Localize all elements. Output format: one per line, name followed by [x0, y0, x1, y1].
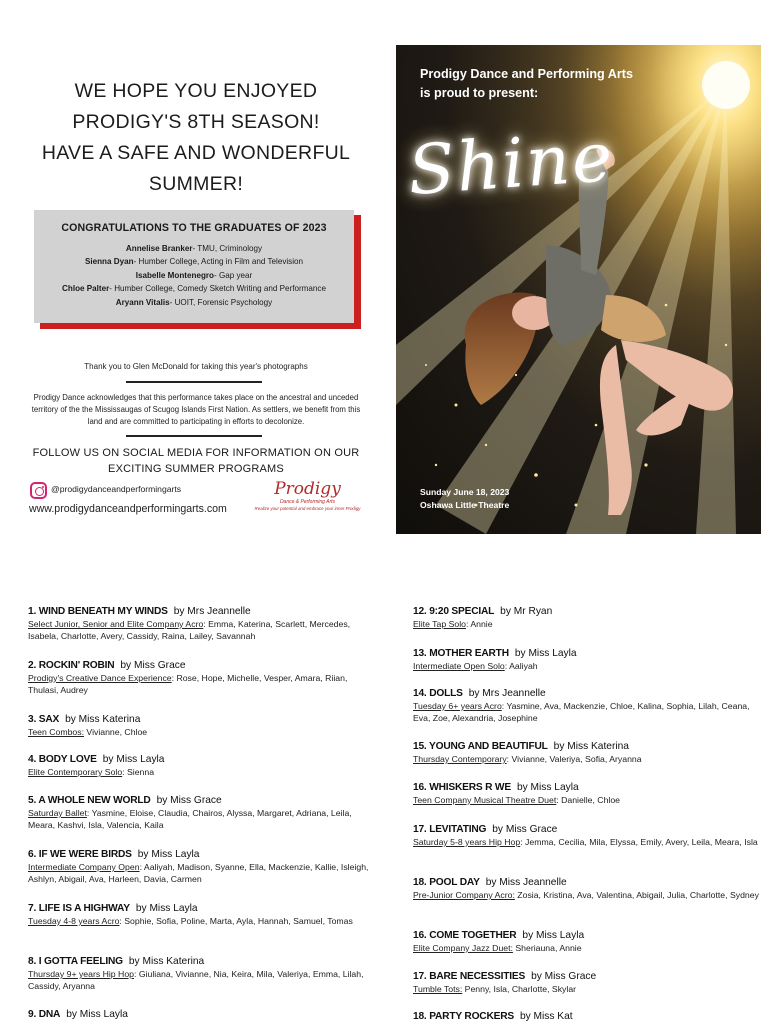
program-item-class: Pre-Junior Company Acro:	[413, 890, 515, 900]
program-item-choreographer: by Miss Grace	[156, 795, 222, 806]
program-item-choreographer: by Miss Layla	[514, 648, 577, 659]
poster-intro	[420, 65, 633, 103]
graduate-detail: - Humber College, Comedy Sketch Writing and Performance	[109, 284, 326, 294]
program-item-dancers: : Vivianne, Valeriya, Sofia, Aryanna	[506, 754, 642, 764]
show-title: Shine	[405, 117, 617, 212]
program-item-dancers: : Aaliyah, Madison, Syanne, Ella, Mackenzie, Kallie, Isleigh, Ashlyn, Abigail, Ava, Harleen, Davia, Carmen	[28, 862, 369, 885]
graduate-entry	[34, 242, 354, 255]
program-item	[28, 660, 380, 696]
program-item-title: 18. POOL DAY	[413, 877, 480, 888]
program-item-choreographer: by Miss Layla	[137, 849, 200, 860]
follow-message	[20, 446, 372, 477]
program-item-choreographer: by Miss Jeannelle	[485, 877, 567, 888]
program-item-dancers: : Yasmine, Eloise, Claudia, Chairos, Alyssa, Margaret, Adriana, Leila, Meara, Kashvi, Isla, Valencia, Kaila	[28, 808, 352, 831]
logo-subtitle: Dance & Performing Arts	[279, 499, 336, 505]
program-item-choreographer: by Miss Katerina	[128, 956, 205, 967]
program-item-choreographer: by Miss Layla	[135, 903, 198, 914]
program-item	[413, 824, 761, 848]
graduate-detail: - Gap year	[214, 270, 253, 280]
program-item-choreographer: by Miss Kat	[519, 1011, 573, 1022]
program-item	[413, 606, 761, 630]
program-item-title: 2. ROCKIN' ROBIN	[28, 660, 115, 671]
program-item-title: 9. DNA	[28, 1009, 61, 1020]
spotlight	[702, 61, 750, 109]
divider	[126, 381, 262, 383]
program-item-choreographer: by Miss Grace	[120, 660, 186, 671]
program-item-title: 3. SAX	[28, 714, 60, 725]
land-acknowledgement: Prodigy Dance acknowledges that this performance takes place on the ancestral and unceded territory of the the Mississaugas of Scugog Islands First Nation. As settlers, we benefit from this land and are committed to participating in efforts to decolonize.	[31, 393, 361, 426]
program-item-choreographer: by Miss Layla	[102, 754, 165, 765]
program-item-class: Tumble Tots:	[413, 984, 463, 994]
program-item	[413, 930, 761, 954]
program-item	[413, 688, 761, 724]
program-item-title: 16. COME TOGETHER	[413, 930, 517, 941]
program-item-dancers: : Rose, Hope, Michelle, Vesper, Amara, Riian, Thulasi, Audrey	[28, 673, 348, 696]
season-message-line: WE HOPE YOU ENJOYED	[74, 80, 318, 102]
season-message-line: PRODIGY'S 8TH SEASON!	[72, 111, 320, 133]
program-item-choreographer: by Miss Katerina	[65, 714, 141, 725]
photo-credit: Thank you to Glen McDonald for taking this year's photographs	[84, 362, 308, 371]
program-item-dancers: Penny, Isla, Charlotte, Skylar	[462, 984, 577, 994]
program-item-dancers: Zosia, Kristina, Ava, Valentina, Abigail, Julia, Charlotte, Sydney	[514, 890, 759, 900]
program-item-class: Intermediate Company Open	[28, 862, 140, 872]
follow-line: FOLLOW US ON SOCIAL MEDIA FOR INFORMATION ON OUR	[32, 447, 360, 459]
program-item-class: Elite Tap Solo	[413, 619, 466, 629]
program-item	[28, 956, 380, 992]
poster-intro-line: is proud to present:	[420, 86, 539, 100]
program-item-dancers: : Sophie, Sofia, Poline, Marta, Ayla, Hannah, Samuel, Tomas	[119, 916, 353, 926]
graduate-entry	[34, 255, 354, 268]
show-date-venue	[420, 486, 509, 512]
program-item-title: 4. BODY LOVE	[28, 754, 97, 765]
program-item-choreographer: by Miss Grace	[531, 971, 597, 982]
program-item-title: 13. MOTHER EARTH	[413, 648, 509, 659]
program-item-dancers: : Yasmine, Ava, Mackenzie, Chloe, Kalina, Sophia, Lilah, Ceana, Eva, Zoe, Alexandria, Josephine	[413, 701, 750, 724]
program-item	[413, 741, 761, 765]
program-item-class: Thursday 9+ years Hip Hop	[28, 969, 134, 979]
season-message-line: SUMMER!	[148, 173, 244, 195]
show-venue: Oshawa Little Theatre	[420, 500, 510, 510]
program-item-dancers: : Aaliyah	[504, 661, 538, 671]
logo-tagline: Realize your potential and embrace your inner Prodigy	[254, 506, 361, 511]
graduate-detail: - TMU, Criminology	[192, 244, 263, 253]
program-item-dancers: : Jemma, Cecilia, Mila, Elyssa, Emily, Avery, Leila, Meara, Isla	[520, 837, 758, 847]
season-message-line: HAVE A SAFE AND WONDERFUL	[41, 142, 351, 164]
graduate-name: Chloe Palter	[62, 284, 110, 294]
program-item-title: 17. LEVITATING	[413, 824, 487, 835]
program-item	[413, 971, 761, 995]
program-item-class: Elite Company Jazz Duet:	[413, 943, 513, 953]
program-item-class: Teen Combos:	[28, 727, 85, 737]
graduate-entry	[34, 296, 354, 309]
program-item	[413, 648, 761, 672]
program-item-choreographer: by Miss Grace	[492, 824, 558, 835]
program-item-choreographer: by Miss Katerina	[553, 741, 629, 752]
graduate-name: Annelise Branker	[125, 244, 193, 253]
program-item-dancers: : Annie	[465, 619, 493, 629]
program-item	[28, 1009, 380, 1020]
program-item-choreographer: by Miss Layla	[516, 782, 579, 793]
program-item-title: 16. WHISKERS R WE	[413, 782, 511, 793]
show-date: Sunday June 18, 2023	[420, 487, 510, 497]
follow-line: EXCITING SUMMER PROGRAMS	[108, 462, 284, 475]
program-item-class: Tuesday 6+ years Acro	[413, 701, 502, 711]
graduates-title: CONGRATULATIONS TO THE GRADUATES OF 2023	[61, 222, 327, 234]
program-item-choreographer: by Miss Layla	[522, 930, 585, 941]
program-item-class: Select Junior, Senior and Elite Company Acro	[28, 619, 204, 629]
program-item-class: Elite Contemporary Solo	[28, 767, 123, 777]
graduate-entry	[34, 269, 354, 282]
program-item-title: 7. LIFE IS A HIGHWAY	[28, 903, 130, 914]
program-item-class: Prodigy's Creative Dance Experience	[28, 673, 172, 683]
program-item-dancers: : Danielle, Chloe	[556, 795, 621, 805]
program-item-class: Thursday Contemporary	[413, 754, 507, 764]
graduate-detail: - UOIT, Forensic Psychology	[169, 297, 273, 307]
program-item-title: 5. A WHOLE NEW WORLD	[28, 795, 151, 806]
graduate-name: Sienna Dyan	[84, 257, 134, 267]
graduate-detail: - Humber College, Acting in Film and Television	[133, 257, 304, 267]
graduate-name: Isabelle Montenegro	[135, 270, 214, 280]
program-item-choreographer: by Mrs Jeannelle	[468, 688, 546, 699]
program-item	[413, 877, 761, 901]
program-item-title: 12. 9:20 SPECIAL	[413, 606, 495, 617]
program-item-choreographer: by Mrs Jeannelle	[173, 606, 251, 617]
program-item-class: Intermediate Open Solo	[413, 661, 505, 671]
program-item-title: 17. BARE NECESSITIES	[413, 971, 526, 982]
program-item-choreographer: by Miss Layla	[66, 1009, 128, 1020]
program-item-title: 15. YOUNG AND BEAUTIFUL	[413, 741, 548, 752]
program-item-dancers: : Emma, Katerina, Scarlett, Mercedes, Isabela, Charlotte, Avery, Cassidy, Raina, Lailey, Savannah	[28, 619, 351, 642]
program-item-class: Saturday 5-8 years Hip Hop	[413, 837, 521, 847]
program-item	[28, 606, 380, 642]
graduate-name: Aryann Vitalis	[115, 297, 170, 307]
program-item	[28, 795, 380, 831]
season-message	[20, 76, 372, 200]
program-item-title: 14. DOLLS	[413, 688, 463, 699]
program-item-dancers: : Sienna	[122, 767, 155, 777]
program-item	[413, 1011, 761, 1022]
program-item	[413, 782, 761, 806]
instagram-handle[interactable]: @prodigydanceandperformingarts	[51, 484, 182, 494]
instagram-icon[interactable]	[30, 482, 47, 499]
program-item-title: 18. PARTY ROCKERS	[413, 1011, 514, 1022]
program-item-dancers: Sheriauna, Annie	[512, 943, 582, 953]
program-item-title: 6. IF WE WERE BIRDS	[28, 849, 132, 860]
program-item	[28, 849, 380, 885]
program-item-choreographer: by Mr Ryan	[500, 606, 553, 617]
show-poster	[396, 45, 761, 534]
program-item-title: 1. WIND BENEATH MY WINDS	[28, 606, 168, 617]
logo-wordmark: Prodigy	[274, 479, 341, 499]
graduates-box	[34, 210, 354, 323]
website-link[interactable]: www.prodigydanceandperformingarts.com	[29, 503, 227, 515]
program-item-dancers: : Giuliana, Vivianne, Nia, Keira, Mila, Valeriya, Emma, Lilah, Cassidy, Aryanna	[28, 969, 364, 992]
program-item-class: Tuesday 4-8 years Acro	[28, 916, 120, 926]
program-item-dancers: Vivianne, Chloe	[84, 727, 148, 737]
program-item	[28, 754, 380, 778]
program-item	[28, 714, 380, 738]
divider	[126, 435, 262, 437]
poster-artwork	[396, 45, 761, 534]
prodigy-logo	[250, 479, 365, 519]
program-item-class: Teen Company Musical Theatre Duet	[413, 795, 557, 805]
program-item	[28, 903, 380, 927]
program-item-class: Saturday Ballet	[28, 808, 87, 818]
poster-intro-line: Prodigy Dance and Performing Arts	[420, 67, 633, 81]
graduate-entry	[34, 282, 354, 295]
program-item-title: 8. I GOTTA FEELING	[28, 956, 123, 967]
